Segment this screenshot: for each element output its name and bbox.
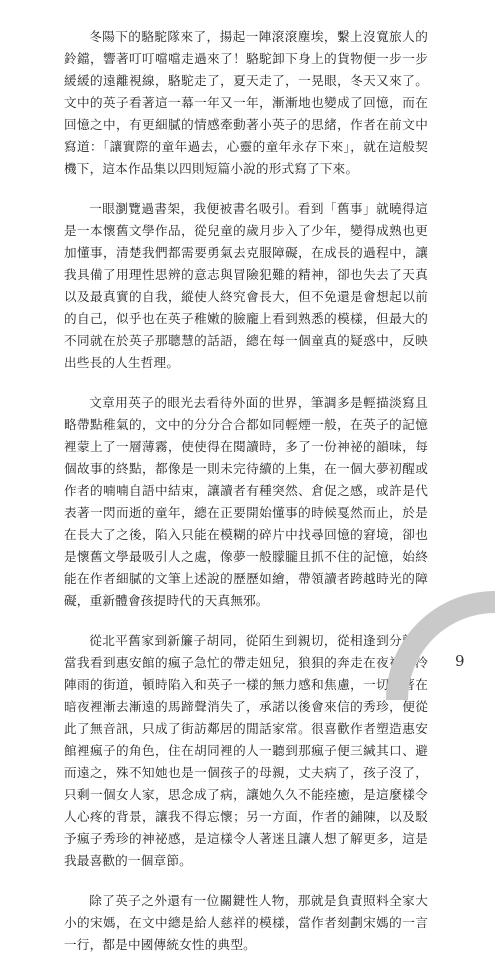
paragraph-5: 除了英子之外還有一位關鍵性人物，那就是負責照料全家大小的宋媽，在文中總是給人慈祥的模樣，當作者刻劃宋媽的一言一行，都是中國傳統女性的典型。 xyxy=(64,893,428,952)
paragraph-3: 文章用英子的眼光去看待外面的世界，筆調多是輕描淡寫且略帶點稚氣的，文中的分分合合都如同輕煙一般，在英子的記憶裡蒙上了一層薄霧，使使得在閱讀時，多了一份神祕的韻味，每個故事的終點，都像是一則未完待續的上集，在一個大夢初醒或作者的喃喃自語中結束，讓讀者有種突然、倉促之感，或許是代表著一閃而逝的童年，總在正要開始懂事的時候戛然而止，於是在長大了之後，陷入只能在模糊的碎片中找尋回憶的窘境，卻也是懷舊文學最吸引人之處，像夢一般朦朧且抓不住的記憶，始終能在作者細膩的文筆上述說的歷歷如繪，帶領讀者跨越時光的障礙，重新體會孩提時代的天真無邪。 xyxy=(64,395,428,608)
paragraph-1: 冬陽下的駱駝隊來了，揚起一陣滾滾塵埃，繫上沒寬旅人的鈴鐺，響著叮叮噹噹走過來了！駱駝卸下身上的貨物便一步一步緩緩的遠離視線，駱駝走了，夏天走了，一晃眼，冬天又來了。文中的英子看著這一幕一年又一年，漸漸地也變成了回憶，而在回憶之中，有更細膩的情感牽動著小英子的思緒，作者在前文中寫道：「讓實際的童年過去，心靈的童年永存下來」，就在這般契機下，這本作品集以四則短篇小說的形式寫了下來。 xyxy=(64,29,428,176)
essay-body xyxy=(64,26,428,974)
decorative-corner-arc xyxy=(385,580,495,700)
paragraph-4: 從北平舊家到新簾子胡同，從陌生到親切，從相逢到分離，當我看到惠安館的瘋子急忙的帶走妞兒，狼狽的奔走在夜裡寒冷陣雨的街道，頓時陷入和英子一樣的無力感和焦慮，一切隨著在暗夜裡漸去漸遠的馬蹄聲消失了，承諾以後會來信的秀珍，便從此了無音訊，只成了街訪鄰居的閒話家常。很喜歡作者塑造惠安館裡瘋子的角色，住在胡同裡的人一聽到那瘋子便三緘其口、避而遠之，殊不知她也是一個孩子的母親，丈夫病了，孩子沒了，只剩一個女人家，思念成了病，讓她久久不能痊癒，是這麼樣令人心疼的背景，讓我不得忘懷；另一方面，作者的鋪陳，以及駁予瘋子秀珍的神祕感，是這樣令人著迷且讓人想了解更多，這是我最喜歡的一個章節。 xyxy=(64,633,428,868)
page-number: 9 xyxy=(455,652,465,670)
paragraph-2: 一眼瀏覽過書架，我便被書名吸引。看到「舊事」就曉得這是一本懷舊文學作品，從兒童的歲月步入了少年，變得成熟也更加懂事，清楚我們都需要勇氣去克服障礙，在成長的過程中，讓我具備了用理性思辨的意志與冒險犯難的精神，卻也失去了天真以及最真實的自我，縱使人終究會長大，但不免還是會想起以前的自己，似乎也在英子稚嫩的臉龐上看到熟悉的模樣，但最大的不同就在於英子那聰慧的話語，總在每一個童真的疑惑中，反映出些長的人生哲理。 xyxy=(64,201,428,370)
